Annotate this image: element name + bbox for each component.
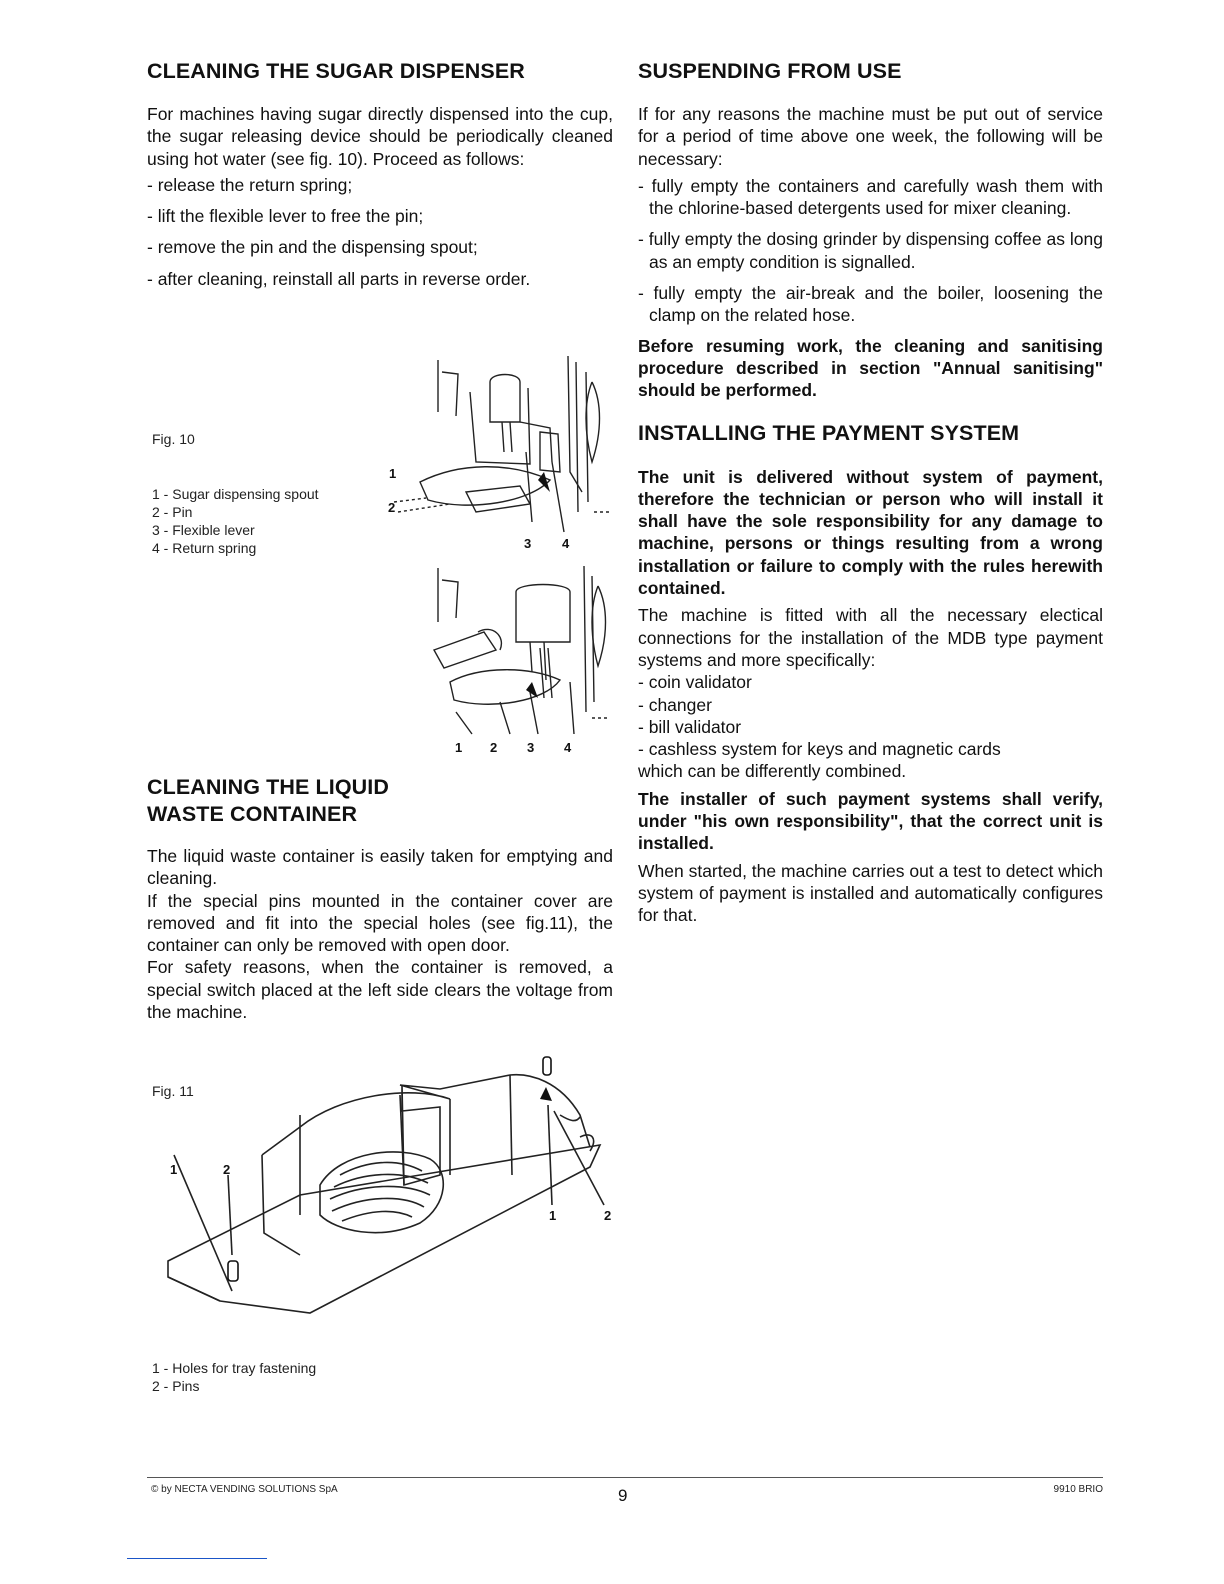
footer-copyright: © by NECTA VENDING SOLUTIONS SpA: [151, 1484, 338, 1495]
page-number: 9: [618, 1486, 628, 1505]
suspend-item-2: - fully empty the dosing grinder by dispensing coffee as long as an empty condition is signalled.: [638, 229, 1103, 272]
fig11-legend-item: 1 - Holes for tray fastening: [152, 1360, 317, 1376]
fig10-bottom-callout-1: 1: [455, 740, 463, 755]
waste-container-heading-line1: CLEANING THE LIQUID: [147, 775, 389, 799]
payment-system-item: - cashless system for keys and magnetic cards: [638, 739, 1001, 760]
fig10-bottom-callout-2: 2: [490, 740, 498, 755]
payment-intro: The machine is fitted with all the necessary electical connections for the installation of the MDB type payment systems and more specifically:: [638, 605, 1103, 670]
fig11-left-callout-1: 1: [170, 1162, 178, 1177]
sugar-intro: For machines having sugar directly dispensed into the cup, the sugar releasing device should be periodically cleaned using hot water (see fig. 10). Proceed as follows:: [147, 104, 613, 169]
payment-system-heading: INSTALLING THE PAYMENT SYSTEM: [638, 420, 1020, 445]
payment-system-item: - coin validator: [638, 672, 752, 693]
fig10-bottom-callout-3: 3: [527, 740, 535, 755]
fig10-top-callout-2: 2: [388, 500, 396, 515]
footer-doc-code: 9910 BRIO: [1053, 1484, 1103, 1495]
left-column: [147, 58, 613, 290]
payment-combined: which can be differently combined.: [638, 761, 907, 782]
sugar-dispenser-drawing-bottom: [420, 562, 615, 740]
suspend-warning: Before resuming work, the cleaning and sanitising procedure described in section "Annual sanitising" should be performed.: [638, 335, 1103, 401]
suspend-intro: If for any reasons the machine must be put out of service for a period of time above one week, the following will be necessary:: [638, 104, 1103, 169]
sugar-dispenser-heading: CLEANING THE SUGAR DISPENSER: [147, 59, 525, 83]
waste-container-heading-line2: WASTE CONTAINER: [147, 802, 358, 826]
payment-system-item: - changer: [638, 694, 712, 715]
fig11-right-callout-1: 1: [549, 1208, 557, 1223]
payment-closing: When started, the machine carries out a test to detect which system of payment is installed and automatically configures for that.: [638, 860, 1103, 926]
fig11-left-callout-2: 2: [223, 1162, 231, 1177]
fig10-top-callout-1: 1: [389, 466, 397, 481]
fig10-legend: [152, 485, 319, 557]
waste-para-2: If the special pins mounted in the container cover are removed and fit into the special holes (see fig.11), the container can only be removed with open door.: [147, 890, 613, 956]
sugar-step-4: - after cleaning, reinstall all parts in reverse order.: [147, 268, 531, 289]
waste-para-1: The liquid waste container is easily taken for emptying and cleaning.: [147, 846, 613, 889]
payment-installer-note: The installer of such payment systems shall verify, under "his own responsibility", that the correct unit is installed.: [638, 788, 1103, 854]
footer-divider: [147, 1477, 1103, 1478]
fig10-label: Fig. 10: [152, 431, 195, 447]
fig10-legend-item: 2 - Pin: [152, 504, 193, 520]
right-column: [638, 58, 1103, 927]
fig10-legend-item: 3 - Flexible lever: [152, 522, 255, 538]
fig11-legend-item: 2 - Pins: [152, 1378, 200, 1394]
suspend-item-3: - fully empty the air-break and the boiler, loosening the clamp on the related hose.: [638, 283, 1103, 326]
sugar-step-2: - lift the flexible lever to free the pin;: [147, 206, 424, 227]
waste-container-section: [147, 774, 613, 1023]
waste-para-3: For safety reasons, when the container is removed, a special switch placed at the left side clears the voltage from the machine.: [147, 957, 613, 1023]
fig10-top-callout-4: 4: [562, 536, 570, 551]
payment-warning: The unit is delivered without system of payment, therefore the technician or person who will install it shall have the sole responsibility for any damage to machine, persons or things resulting from a wrong installation or failure to comply with the rules herewith contained.: [638, 466, 1103, 599]
suspending-heading: SUSPENDING FROM USE: [638, 59, 902, 83]
waste-container-drawing: [160, 1055, 620, 1325]
payment-system-item: - bill validator: [638, 716, 742, 737]
suspend-item-1: - fully empty the containers and carefully wash them with the chlorine-based detergents used for mixer cleaning.: [638, 175, 1103, 219]
sugar-step-3: - remove the pin and the dispensing spout;: [147, 237, 478, 258]
fig11-right-callout-2: 2: [604, 1208, 612, 1223]
sugar-dispenser-drawing-top: [380, 352, 620, 552]
bottom-link-underline: [127, 1558, 267, 1559]
sugar-step-1: - release the return spring;: [147, 174, 353, 195]
fig11-label: Fig. 11: [152, 1083, 194, 1099]
fig10-legend-item: 4 - Return spring: [152, 540, 257, 556]
fig10-legend-item: 1 - Sugar dispensing spout: [152, 486, 319, 502]
fig11-legend: [152, 1359, 316, 1395]
fig10-top-callout-3: 3: [524, 536, 532, 551]
fig10-bottom-callout-4: 4: [564, 740, 572, 755]
